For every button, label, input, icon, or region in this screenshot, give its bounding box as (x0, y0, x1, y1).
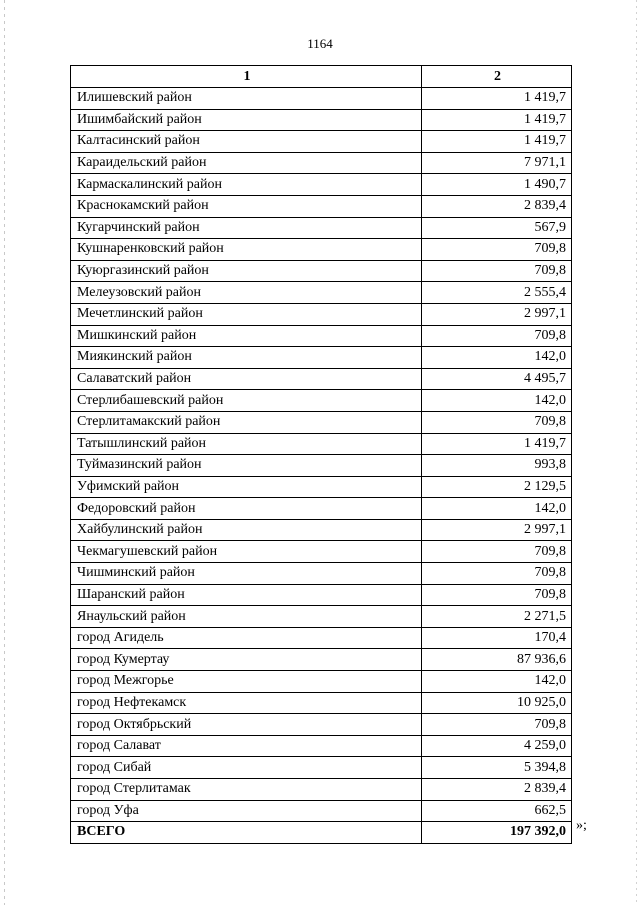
region-value: 709,8 (422, 260, 572, 282)
region-name: город Салават (71, 735, 422, 757)
table-row (71, 174, 572, 196)
table-row (71, 584, 572, 606)
table-row (71, 239, 572, 261)
table-row (71, 217, 572, 239)
table-row (71, 325, 572, 347)
region-value: 1 419,7 (422, 88, 572, 110)
table-row (71, 519, 572, 541)
region-name: город Стерлитамак (71, 779, 422, 801)
region-name: Федоровский район (71, 498, 422, 520)
region-value: 2 555,4 (422, 282, 572, 304)
region-name: Стерлитамакский район (71, 411, 422, 433)
table-row (71, 671, 572, 693)
region-name: Шаранский район (71, 584, 422, 606)
table-row (71, 692, 572, 714)
region-value: 709,8 (422, 541, 572, 563)
region-name: Кугарчинский район (71, 217, 422, 239)
table-row (71, 152, 572, 174)
table-row (71, 195, 572, 217)
region-value: 709,8 (422, 714, 572, 736)
closing-quote-mark: »; (576, 818, 587, 833)
region-name: Кушнаренковский район (71, 239, 422, 261)
region-name: Караидельский район (71, 152, 422, 174)
data-table (70, 65, 572, 844)
region-name: Чишминский район (71, 563, 422, 585)
region-value: 1 419,7 (422, 109, 572, 131)
region-name: Стерлибашевский район (71, 390, 422, 412)
region-value: 142,0 (422, 498, 572, 520)
table-row (71, 498, 572, 520)
table-row (71, 260, 572, 282)
table-row (71, 303, 572, 325)
region-value: 142,0 (422, 671, 572, 693)
table-row (71, 347, 572, 369)
region-value: 2 839,4 (422, 195, 572, 217)
region-name: город Межгорье (71, 671, 422, 693)
table-row (71, 649, 572, 671)
region-value: 709,8 (422, 584, 572, 606)
region-value: 2 997,1 (422, 303, 572, 325)
table-row (71, 131, 572, 153)
table-header-row (71, 66, 572, 88)
table-row (71, 411, 572, 433)
region-name: Уфимский район (71, 476, 422, 498)
table-row (71, 541, 572, 563)
region-value: 1 419,7 (422, 433, 572, 455)
region-value: 7 971,1 (422, 152, 572, 174)
total-value: 197 392,0 (422, 822, 572, 844)
region-value: 87 936,6 (422, 649, 572, 671)
region-name: Туймазинский район (71, 455, 422, 477)
table-row (71, 563, 572, 585)
table-row (71, 433, 572, 455)
region-value: 709,8 (422, 239, 572, 261)
region-value: 1 490,7 (422, 174, 572, 196)
scan-edge-left (4, 0, 5, 905)
region-value: 662,5 (422, 800, 572, 822)
region-value: 2 271,5 (422, 606, 572, 628)
region-name: Ишимбайский район (71, 109, 422, 131)
region-name: город Кумертау (71, 649, 422, 671)
table-row (71, 757, 572, 779)
table-body (71, 88, 572, 822)
table-row (71, 735, 572, 757)
table-row (71, 455, 572, 477)
region-name: город Агидель (71, 627, 422, 649)
region-value: 5 394,8 (422, 757, 572, 779)
region-value: 10 925,0 (422, 692, 572, 714)
page-number: 1164 (307, 36, 333, 51)
region-name: Мелеузовский район (71, 282, 422, 304)
region-name: Хайбулинский район (71, 519, 422, 541)
total-row (71, 822, 572, 844)
region-name: Татышлинский район (71, 433, 422, 455)
column-header-2: 2 (422, 66, 572, 88)
table-row (71, 368, 572, 390)
table-row (71, 282, 572, 304)
region-name: город Октябрьский (71, 714, 422, 736)
table-row (71, 800, 572, 822)
region-name: Салаватский район (71, 368, 422, 390)
region-name: Калтасинский район (71, 131, 422, 153)
region-name: Куюргазинский район (71, 260, 422, 282)
table-row (71, 476, 572, 498)
region-name: Миякинский район (71, 347, 422, 369)
scan-edge-right (636, 0, 637, 905)
region-name: город Сибай (71, 757, 422, 779)
region-value: 142,0 (422, 390, 572, 412)
region-value: 2 997,1 (422, 519, 572, 541)
region-name: Краснокамский район (71, 195, 422, 217)
table-row (71, 88, 572, 110)
region-value: 993,8 (422, 455, 572, 477)
region-name: город Уфа (71, 800, 422, 822)
column-header-1: 1 (71, 66, 422, 88)
table-row (71, 714, 572, 736)
region-name: Янаульский район (71, 606, 422, 628)
table-row (71, 627, 572, 649)
region-name: город Нефтекамск (71, 692, 422, 714)
region-name: Илишевский район (71, 88, 422, 110)
total-label: ВСЕГО (71, 822, 422, 844)
region-value: 1 419,7 (422, 131, 572, 153)
region-value: 4 495,7 (422, 368, 572, 390)
region-value: 709,8 (422, 411, 572, 433)
region-name: Чекмагушевский район (71, 541, 422, 563)
table-row (71, 109, 572, 131)
region-value: 709,8 (422, 563, 572, 585)
region-name: Мечетлинский район (71, 303, 422, 325)
region-value: 4 259,0 (422, 735, 572, 757)
region-value: 709,8 (422, 325, 572, 347)
region-name: Кармаскалинский район (71, 174, 422, 196)
table-row (71, 606, 572, 628)
table-row (71, 779, 572, 801)
region-value: 2 129,5 (422, 476, 572, 498)
region-value: 2 839,4 (422, 779, 572, 801)
table-row (71, 390, 572, 412)
region-value: 170,4 (422, 627, 572, 649)
region-name: Мишкинский район (71, 325, 422, 347)
region-value: 142,0 (422, 347, 572, 369)
region-value: 567,9 (422, 217, 572, 239)
